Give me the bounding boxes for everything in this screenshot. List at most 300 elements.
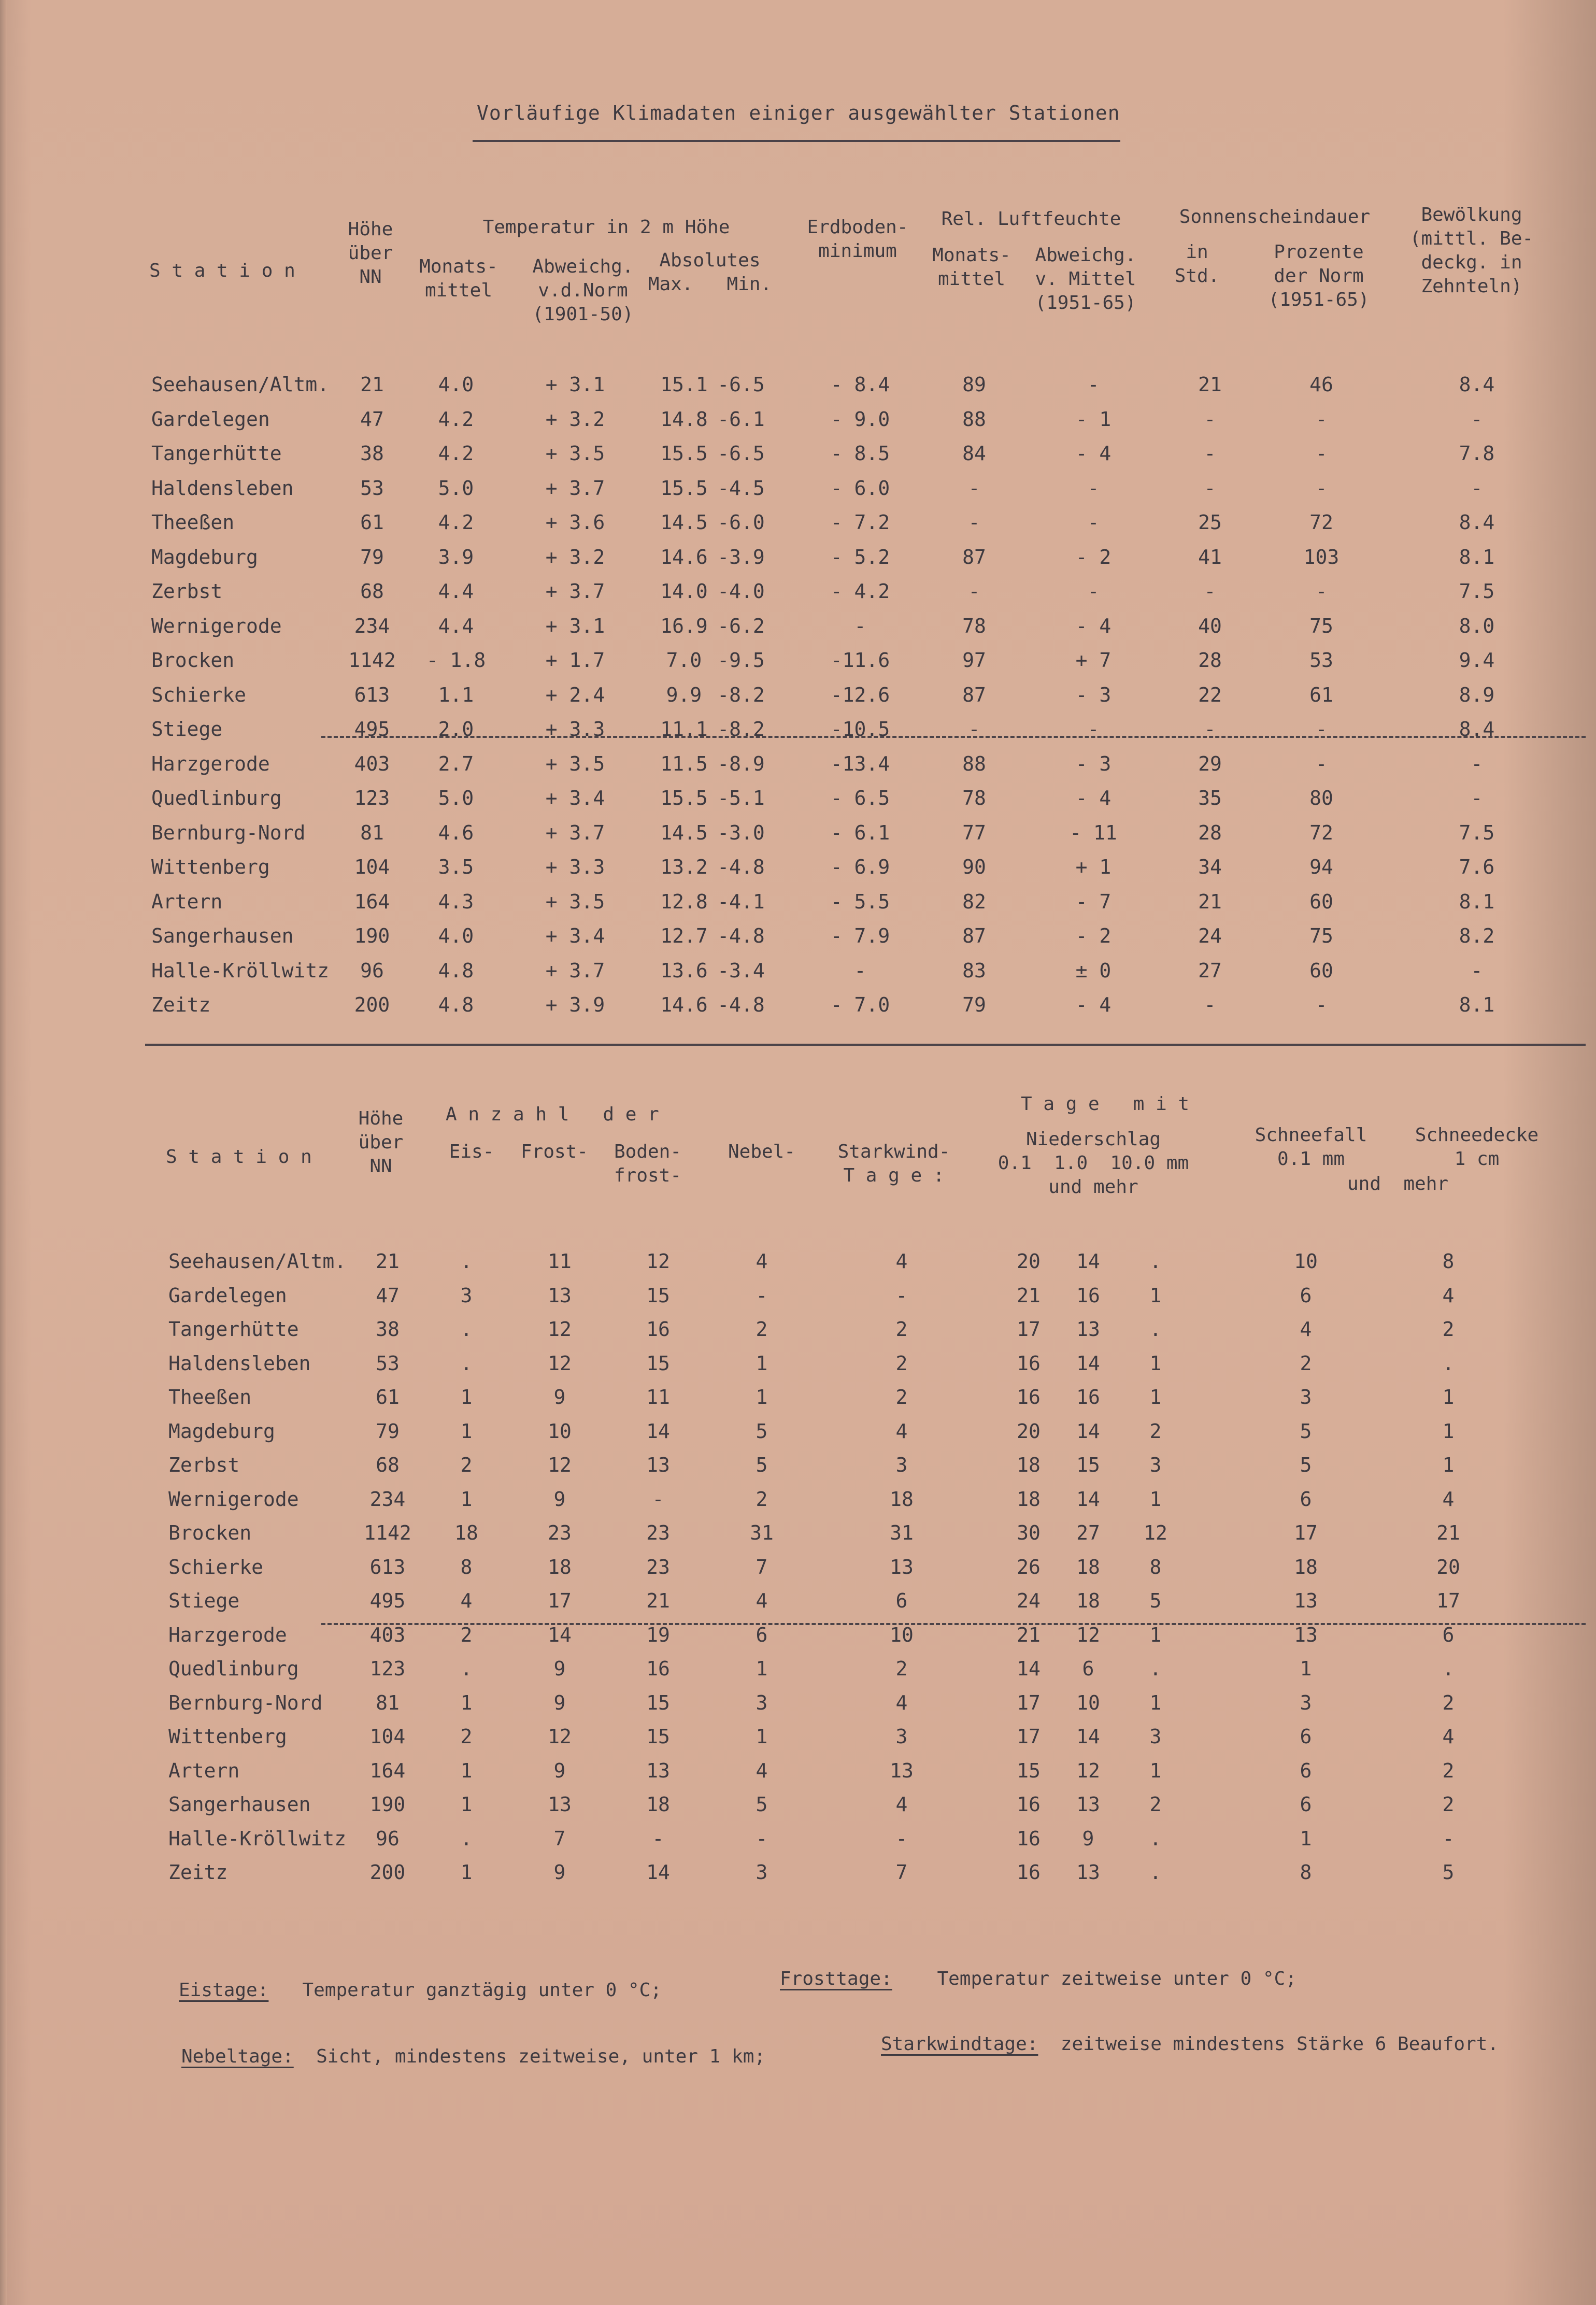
- t1-cell-hoehe: 53: [360, 476, 384, 500]
- t2-cell-n100: 1: [1149, 1623, 1162, 1646]
- t2-cell-n01: 14: [1017, 1657, 1041, 1680]
- t1-cell-rel-monat: -: [968, 476, 980, 500]
- t1-header-rel-group: Rel. Luftfeuchte: [941, 208, 1121, 230]
- t2-cell-station: Halle-Kröllwitz: [168, 1827, 347, 1850]
- t2-cell-n10: 12: [1076, 1623, 1100, 1646]
- t1-row: [0, 959, 1596, 992]
- t2-cell-frost: 12: [548, 1318, 572, 1341]
- t2-row: [0, 1386, 1596, 1419]
- t1-cell-min: -9.5: [717, 649, 765, 672]
- t2-cell-stark: 13: [890, 1759, 914, 1782]
- t1-cell-bewoelkung: -: [1471, 476, 1483, 500]
- t2-cell-hoehe: 200: [369, 1861, 406, 1884]
- t1-cell-rel-abw: - 1: [1075, 407, 1112, 431]
- t2-cell-stark: 18: [890, 1487, 914, 1511]
- t2-cell-n10: 12: [1076, 1759, 1100, 1782]
- t2-cell-eis: 4: [460, 1589, 473, 1612]
- t1-cell-sonne-proz: -: [1315, 476, 1328, 500]
- t1-cell-rel-abw: - 4: [1075, 614, 1112, 637]
- t1-cell-abweichung: + 2.4: [545, 683, 605, 706]
- t1-cell-hoehe: 81: [360, 821, 384, 844]
- t1-cell-hoehe: 164: [354, 890, 390, 913]
- t1-cell-max: 13.2: [660, 856, 708, 878]
- t2-cell-n10: 13: [1076, 1861, 1100, 1884]
- t2-cell-hoehe: 613: [369, 1555, 406, 1578]
- t2-header-hoehe: Höhe über NN: [358, 1108, 404, 1177]
- footnote-nebeltage: [181, 2046, 765, 2067]
- t1-cell-max: 14.6: [660, 545, 708, 568]
- t1-row: [0, 408, 1596, 441]
- t2-cell-boden: 23: [646, 1521, 670, 1544]
- t1-cell-rel-abw: -: [1087, 511, 1100, 534]
- t2-cell-station: Wernigerode: [168, 1487, 299, 1511]
- t2-cell-stark: 4: [895, 1691, 908, 1714]
- t1-cell-rel-abw: -: [1087, 476, 1100, 500]
- t2-cell-nebel: 5: [756, 1454, 768, 1476]
- t1-row: [0, 787, 1596, 820]
- t1-cell-max: 15.5: [660, 787, 708, 809]
- t2-header-frost: Frost-: [520, 1141, 589, 1162]
- t2-cell-station: Sangerhausen: [168, 1793, 311, 1816]
- t1-cell-rel-monat: -: [968, 718, 980, 741]
- t2-cell-n10: 10: [1076, 1691, 1100, 1714]
- t1-cell-sonne-std: -: [1204, 993, 1216, 1016]
- t2-cell-n100: 1: [1149, 1284, 1162, 1307]
- t1-cell-rel-monat: 88: [962, 752, 986, 775]
- t2-cell-schneefall: 13: [1294, 1623, 1318, 1646]
- t1-cell-bewoelkung: 8.4: [1459, 718, 1495, 741]
- title-underline: [473, 140, 1120, 142]
- t1-cell-abweichung: + 3.4: [545, 787, 605, 809]
- t1-cell-rel-abw: - 3: [1075, 752, 1112, 775]
- t2-cell-boden: 14: [646, 1861, 670, 1884]
- t2-cell-stark: 2: [895, 1657, 908, 1680]
- t2-cell-stark: 3: [895, 1454, 908, 1476]
- t1-header-monatsmittel: Monats- mittel: [419, 256, 498, 301]
- t1-cell-abweichung: + 3.5: [545, 752, 605, 775]
- t1-cell-monatsmittel: 4.8: [438, 959, 474, 982]
- t2-cell-n100: 1: [1149, 1759, 1162, 1782]
- t2-cell-boden: 15: [646, 1351, 670, 1375]
- t1-cell-hoehe: 96: [360, 959, 384, 982]
- t2-cell-schneefall: 17: [1294, 1521, 1318, 1544]
- t1-cell-monatsmittel: 2.7: [438, 752, 474, 775]
- t2-cell-nebel: 4: [756, 1759, 768, 1782]
- t1-cell-sonne-proz: 94: [1309, 856, 1333, 878]
- t2-row: [0, 1691, 1596, 1725]
- t1-cell-erdboden: - 8.5: [830, 442, 890, 465]
- t1-cell-max: 15.1: [660, 373, 708, 396]
- t2-cell-schneedecke: .: [1442, 1351, 1455, 1375]
- t2-cell-station: Haldensleben: [168, 1351, 311, 1375]
- t2-cell-station: Harzgerode: [168, 1623, 287, 1646]
- t1-cell-station: Schierke: [151, 683, 247, 706]
- t2-cell-schneedecke: 2: [1442, 1318, 1455, 1341]
- t2-cell-boden: 13: [646, 1454, 670, 1476]
- t1-cell-erdboden: - 6.1: [830, 821, 890, 844]
- t1-cell-bewoelkung: 9.4: [1459, 649, 1495, 672]
- t1-cell-hoehe: 104: [354, 856, 390, 878]
- t2-cell-schneefall: 1: [1300, 1827, 1312, 1850]
- t1-cell-min: -8.2: [717, 718, 765, 741]
- t2-cell-n100: 3: [1149, 1725, 1162, 1748]
- t1-header-erdboden: Erdboden- minimum: [807, 217, 908, 262]
- t2-cell-n01: 20: [1017, 1250, 1041, 1273]
- t1-cell-station: Theeßen: [151, 511, 235, 534]
- t2-cell-schneefall: 4: [1300, 1318, 1312, 1341]
- t2-cell-boden: 13: [646, 1759, 670, 1782]
- t1-cell-min: -4.0: [717, 580, 765, 603]
- t2-cell-nebel: 31: [750, 1521, 774, 1544]
- t2-cell-n10: 14: [1076, 1250, 1100, 1273]
- t2-cell-nebel: 1: [756, 1725, 768, 1748]
- t2-cell-schneefall: 13: [1294, 1589, 1318, 1612]
- t1-cell-bewoelkung: 7.8: [1459, 442, 1495, 465]
- t2-cell-n01: 17: [1017, 1691, 1041, 1714]
- t2-cell-nebel: 1: [756, 1351, 768, 1375]
- t1-header-rel-abw: Abweichg. v. Mittel (1951-65): [1035, 245, 1136, 314]
- t1-cell-bewoelkung: 7.5: [1459, 821, 1495, 844]
- t1-cell-sonne-proz: 61: [1309, 683, 1333, 706]
- t1-cell-sonne-std: 22: [1198, 683, 1222, 706]
- t2-cell-n100: .: [1149, 1827, 1162, 1850]
- t2-row: [0, 1250, 1596, 1283]
- t2-cell-n10: 16: [1076, 1284, 1100, 1307]
- t2-cell-eis: 8: [460, 1555, 473, 1578]
- t1-cell-erdboden: - 7.9: [830, 924, 890, 947]
- t1-cell-abweichung: + 3.5: [545, 442, 605, 465]
- t2-cell-n01: 18: [1017, 1487, 1041, 1511]
- t1-cell-hoehe: 47: [360, 407, 384, 431]
- t2-cell-eis: 1: [460, 1487, 473, 1511]
- t2-row: [0, 1827, 1596, 1860]
- t2-cell-stark: 13: [890, 1555, 914, 1578]
- t2-cell-n01: 16: [1017, 1386, 1041, 1408]
- t2-cell-frost: 9: [553, 1386, 566, 1408]
- t1-cell-rel-abw: -: [1087, 580, 1100, 603]
- t1-cell-max: 15.5: [660, 442, 708, 465]
- t2-cell-stark: 4: [895, 1793, 908, 1816]
- t1-cell-station: Bernburg-Nord: [151, 821, 306, 844]
- t2-row: [0, 1725, 1596, 1758]
- t2-cell-schneefall: 6: [1300, 1725, 1312, 1748]
- t1-cell-monatsmittel: 5.0: [438, 476, 474, 500]
- t2-cell-schneedecke: 20: [1436, 1555, 1460, 1578]
- t2-cell-nebel: 2: [756, 1487, 768, 1511]
- t2-cell-schneedecke: 4: [1442, 1487, 1455, 1511]
- footnote-starkwind: [881, 2033, 1499, 2055]
- t2-cell-nebel: 6: [756, 1623, 768, 1646]
- t2-cell-hoehe: 495: [369, 1589, 406, 1612]
- t2-cell-nebel: -: [756, 1827, 768, 1850]
- t2-cell-n01: 30: [1017, 1521, 1041, 1544]
- t1-cell-bewoelkung: 8.4: [1459, 511, 1495, 534]
- t2-cell-n10: 18: [1076, 1589, 1100, 1612]
- t1-cell-monatsmittel: 4.6: [438, 821, 474, 844]
- t2-cell-schneefall: 10: [1294, 1250, 1318, 1273]
- t2-cell-schneefall: 3: [1300, 1386, 1312, 1408]
- t1-cell-abweichung: + 3.7: [545, 476, 605, 500]
- t2-cell-eis: 18: [454, 1521, 478, 1544]
- t1-row: [0, 442, 1596, 475]
- t1-cell-sonne-std: 25: [1198, 511, 1222, 534]
- t2-cell-boden: 18: [646, 1793, 670, 1816]
- t1-cell-abweichung: + 3.7: [545, 580, 605, 603]
- t1-cell-rel-monat: -: [968, 580, 980, 603]
- t1-header-hoehe: Höhe über NN: [348, 219, 393, 288]
- t1-cell-erdboden: -: [854, 959, 866, 982]
- t2-cell-hoehe: 68: [376, 1454, 400, 1476]
- t1-row: [0, 993, 1596, 1027]
- t1-cell-sonne-std: -: [1204, 718, 1216, 741]
- t1-cell-max: 9.9: [666, 683, 702, 706]
- t1-cell-sonne-proz: 72: [1309, 511, 1333, 534]
- t2-cell-station: Artern: [168, 1759, 240, 1782]
- t1-cell-abweichung: + 3.3: [545, 856, 605, 878]
- t1-cell-bewoelkung: 7.5: [1459, 580, 1495, 603]
- t2-cell-station: Stiege: [168, 1589, 240, 1612]
- t1-cell-rel-abw: + 7: [1075, 649, 1112, 672]
- t1-cell-sonne-std: 24: [1198, 924, 1222, 947]
- t1-cell-max: 14.8: [660, 407, 708, 431]
- t2-cell-station: Theeßen: [168, 1386, 252, 1408]
- t2-cell-n01: 15: [1017, 1759, 1041, 1782]
- t1-row: [0, 890, 1596, 923]
- t1-cell-monatsmittel: 4.2: [438, 407, 474, 431]
- t1-cell-sonne-proz: 80: [1309, 787, 1333, 809]
- t1-cell-abweichung: + 3.7: [545, 959, 605, 982]
- t1-header-absolutes: Absolutes Max. Min.: [648, 250, 772, 295]
- t1-cell-abweichung: + 3.3: [545, 718, 605, 741]
- t2-cell-n100: 2: [1149, 1419, 1162, 1443]
- t1-cell-erdboden: -12.6: [830, 683, 890, 706]
- t1-cell-sonne-proz: -: [1315, 580, 1328, 603]
- t1-cell-rel-monat: 90: [962, 856, 986, 878]
- t2-header-und-mehr: und mehr: [1347, 1173, 1449, 1194]
- t2-cell-hoehe: 104: [369, 1725, 406, 1748]
- t2-row: [0, 1352, 1596, 1385]
- t2-cell-schneedecke: -: [1442, 1827, 1455, 1850]
- t1-cell-station: Tangerhütte: [151, 442, 282, 465]
- t2-cell-n01: 17: [1017, 1318, 1041, 1341]
- footnote-eistage-label: Eistage:: [179, 1980, 269, 2001]
- t2-cell-n100: 1: [1149, 1351, 1162, 1375]
- t1-cell-sonne-proz: 46: [1309, 373, 1333, 396]
- t1-cell-monatsmittel: 4.0: [438, 373, 474, 396]
- t1-cell-max: 12.8: [660, 890, 708, 913]
- t1-cell-monatsmittel: 4.4: [438, 580, 474, 603]
- footnote-nebeltage-label: Nebeltage:: [181, 2046, 294, 2067]
- t2-row: [0, 1759, 1596, 1792]
- t1-cell-min: -6.1: [717, 407, 765, 431]
- t2-cell-eis: 1: [460, 1793, 473, 1816]
- t2-cell-stark: 3: [895, 1725, 908, 1748]
- t1-cell-max: 13.6: [660, 959, 708, 982]
- t2-cell-hoehe: 190: [369, 1793, 406, 1816]
- t1-cell-hoehe: 79: [360, 545, 384, 568]
- t1-cell-abweichung: + 3.2: [545, 407, 605, 431]
- t2-cell-n10: 15: [1076, 1454, 1100, 1476]
- t2-cell-nebel: 7: [756, 1555, 768, 1578]
- t2-cell-frost: 10: [548, 1419, 572, 1443]
- t1-cell-bewoelkung: 8.9: [1459, 683, 1495, 706]
- t2-cell-schneedecke: 4: [1442, 1284, 1455, 1307]
- t2-header-eis: Eis-: [449, 1141, 494, 1162]
- t1-cell-sonne-std: -: [1204, 442, 1216, 465]
- t2-cell-hoehe: 164: [369, 1759, 406, 1782]
- t1-cell-monatsmittel: 4.2: [438, 442, 474, 465]
- t1-cell-sonne-std: 34: [1198, 856, 1222, 878]
- t2-cell-hoehe: 79: [376, 1419, 400, 1443]
- t1-cell-erdboden: - 7.0: [830, 993, 890, 1016]
- t2-cell-station: Schierke: [168, 1555, 264, 1578]
- footnote-starkwind-label: Starkwindtage:: [881, 2033, 1038, 2055]
- t2-cell-eis: 1: [460, 1861, 473, 1884]
- t2-header-niederschlag: Niederschlag 0.1 1.0 10.0 mm und mehr: [998, 1129, 1189, 1198]
- t2-cell-schneefall: 2: [1300, 1351, 1312, 1375]
- t2-dashed-separator: [321, 1623, 1586, 1625]
- t2-cell-eis: 1: [460, 1691, 473, 1714]
- t2-cell-frost: 23: [548, 1521, 572, 1544]
- t2-row: [0, 1318, 1596, 1351]
- t1-bottom-rule: [145, 1044, 1586, 1046]
- t2-cell-frost: 9: [553, 1487, 566, 1511]
- t1-cell-min: -3.0: [717, 821, 765, 844]
- t2-cell-hoehe: 21: [376, 1250, 400, 1273]
- t1-cell-monatsmittel: 4.3: [438, 890, 474, 913]
- t1-cell-sonne-std: 27: [1198, 959, 1222, 982]
- footnote-starkwind-text: zeitweise mindestens Stärke 6 Beaufort.: [1060, 2033, 1499, 2055]
- t2-cell-n01: 16: [1017, 1861, 1041, 1884]
- t1-cell-erdboden: - 9.0: [830, 407, 890, 431]
- t1-cell-erdboden: - 4.2: [830, 580, 890, 603]
- t1-header-rel-monat: Monats- mittel: [932, 245, 1011, 290]
- t2-cell-station: Seehausen/Altm.: [168, 1250, 347, 1273]
- t2-cell-frost: 12: [548, 1351, 572, 1375]
- t1-cell-bewoelkung: 8.1: [1459, 993, 1495, 1016]
- t2-cell-nebel: 2: [756, 1318, 768, 1341]
- t1-cell-bewoelkung: 7.6: [1459, 856, 1495, 878]
- t2-cell-boden: 21: [646, 1589, 670, 1612]
- t2-cell-nebel: 1: [756, 1386, 768, 1408]
- t1-cell-max: 11.5: [660, 752, 708, 775]
- t2-cell-stark: 2: [895, 1386, 908, 1408]
- t1-row: [0, 511, 1596, 544]
- t2-cell-hoehe: 403: [369, 1623, 406, 1646]
- t1-cell-rel-monat: 77: [962, 821, 986, 844]
- t1-cell-min: -4.1: [717, 890, 765, 913]
- t1-cell-hoehe: 234: [354, 614, 390, 637]
- t2-cell-boden: 16: [646, 1318, 670, 1341]
- t2-row: [0, 1793, 1596, 1826]
- t2-cell-schneedecke: 1: [1442, 1419, 1455, 1443]
- t2-cell-n10: 16: [1076, 1386, 1100, 1408]
- t1-cell-bewoelkung: -: [1471, 787, 1483, 809]
- t2-cell-schneefall: 8: [1300, 1861, 1312, 1884]
- t1-cell-rel-monat: 82: [962, 890, 986, 913]
- t2-cell-eis: 3: [460, 1284, 473, 1307]
- t2-cell-n01: 18: [1017, 1454, 1041, 1476]
- t1-cell-erdboden: - 5.2: [830, 545, 890, 568]
- t2-cell-n10: 6: [1082, 1657, 1094, 1680]
- t2-cell-boden: 16: [646, 1657, 670, 1680]
- t1-cell-min: -5.1: [717, 787, 765, 809]
- t1-cell-sonne-std: -: [1204, 407, 1216, 431]
- t1-cell-sonne-std: 28: [1198, 649, 1222, 672]
- t2-cell-n10: 18: [1076, 1555, 1100, 1578]
- t2-cell-eis: 2: [460, 1623, 473, 1646]
- t1-cell-abweichung: + 3.1: [545, 614, 605, 637]
- t1-cell-hoehe: 495: [354, 718, 390, 741]
- t1-cell-hoehe: 403: [354, 752, 390, 775]
- t1-cell-max: 11.1: [660, 718, 708, 741]
- t1-cell-monatsmittel: - 1.8: [426, 649, 486, 672]
- t1-cell-sonne-proz: 53: [1309, 649, 1333, 672]
- footnote-nebeltage-text: Sicht, mindestens zeitweise, unter 1 km;: [316, 2046, 766, 2067]
- t1-cell-monatsmittel: 4.2: [438, 511, 474, 534]
- t2-row: [0, 1624, 1596, 1657]
- t2-cell-stark: 2: [895, 1351, 908, 1375]
- t1-cell-monatsmittel: 3.9: [438, 545, 474, 568]
- t1-cell-station: Gardelegen: [151, 407, 270, 431]
- t2-cell-station: Zeitz: [168, 1861, 228, 1884]
- t2-cell-frost: 9: [553, 1691, 566, 1714]
- t2-cell-nebel: 4: [756, 1250, 768, 1273]
- t1-cell-station: Seehausen/Altm.: [151, 373, 330, 396]
- t1-cell-hoehe: 68: [360, 580, 384, 603]
- t1-cell-abweichung: + 1.7: [545, 649, 605, 672]
- t1-cell-erdboden: -11.6: [830, 649, 890, 672]
- t2-cell-hoehe: 96: [376, 1827, 400, 1850]
- t2-cell-station: Wittenberg: [168, 1725, 287, 1748]
- t2-cell-n01: 17: [1017, 1725, 1041, 1748]
- t1-cell-min: -4.8: [717, 924, 765, 947]
- t1-cell-abweichung: + 3.2: [545, 545, 605, 568]
- t1-cell-sonne-proz: -: [1315, 718, 1328, 741]
- t2-cell-schneefall: 6: [1300, 1759, 1312, 1782]
- t2-cell-boden: 12: [646, 1250, 670, 1273]
- t1-cell-sonne-std: 40: [1198, 614, 1222, 637]
- t1-cell-sonne-std: 21: [1198, 373, 1222, 396]
- t1-cell-station: Quedlinburg: [151, 787, 282, 809]
- t2-cell-stark: 4: [895, 1419, 908, 1443]
- t1-cell-monatsmittel: 5.0: [438, 787, 474, 809]
- t2-cell-n100: 12: [1144, 1521, 1167, 1544]
- t2-cell-schneedecke: 21: [1436, 1521, 1460, 1544]
- t2-cell-eis: .: [460, 1318, 473, 1341]
- t2-cell-stark: 4: [895, 1250, 908, 1273]
- t2-row: [0, 1861, 1596, 1894]
- t2-cell-n100: 1: [1149, 1487, 1162, 1511]
- t1-cell-sonne-proz: -: [1315, 442, 1328, 465]
- t2-cell-n100: .: [1149, 1861, 1162, 1884]
- t2-row: [0, 1589, 1596, 1623]
- t1-cell-rel-monat: 87: [962, 924, 986, 947]
- t2-cell-n100: .: [1149, 1318, 1162, 1341]
- t1-cell-station: Wernigerode: [151, 614, 282, 637]
- t1-cell-hoehe: 200: [354, 993, 390, 1016]
- t1-cell-hoehe: 1142: [348, 649, 396, 672]
- t1-cell-erdboden: - 8.4: [830, 373, 890, 396]
- t1-cell-bewoelkung: -: [1471, 752, 1483, 775]
- t1-cell-hoehe: 190: [354, 924, 390, 947]
- t1-cell-sonne-std: -: [1204, 580, 1216, 603]
- t1-cell-max: 7.0: [666, 649, 702, 672]
- t1-cell-station: Harzgerode: [151, 752, 270, 775]
- t1-cell-abweichung: + 3.9: [545, 993, 605, 1016]
- t1-cell-rel-abw: - 4: [1075, 993, 1112, 1016]
- t1-cell-bewoelkung: 8.0: [1459, 614, 1495, 637]
